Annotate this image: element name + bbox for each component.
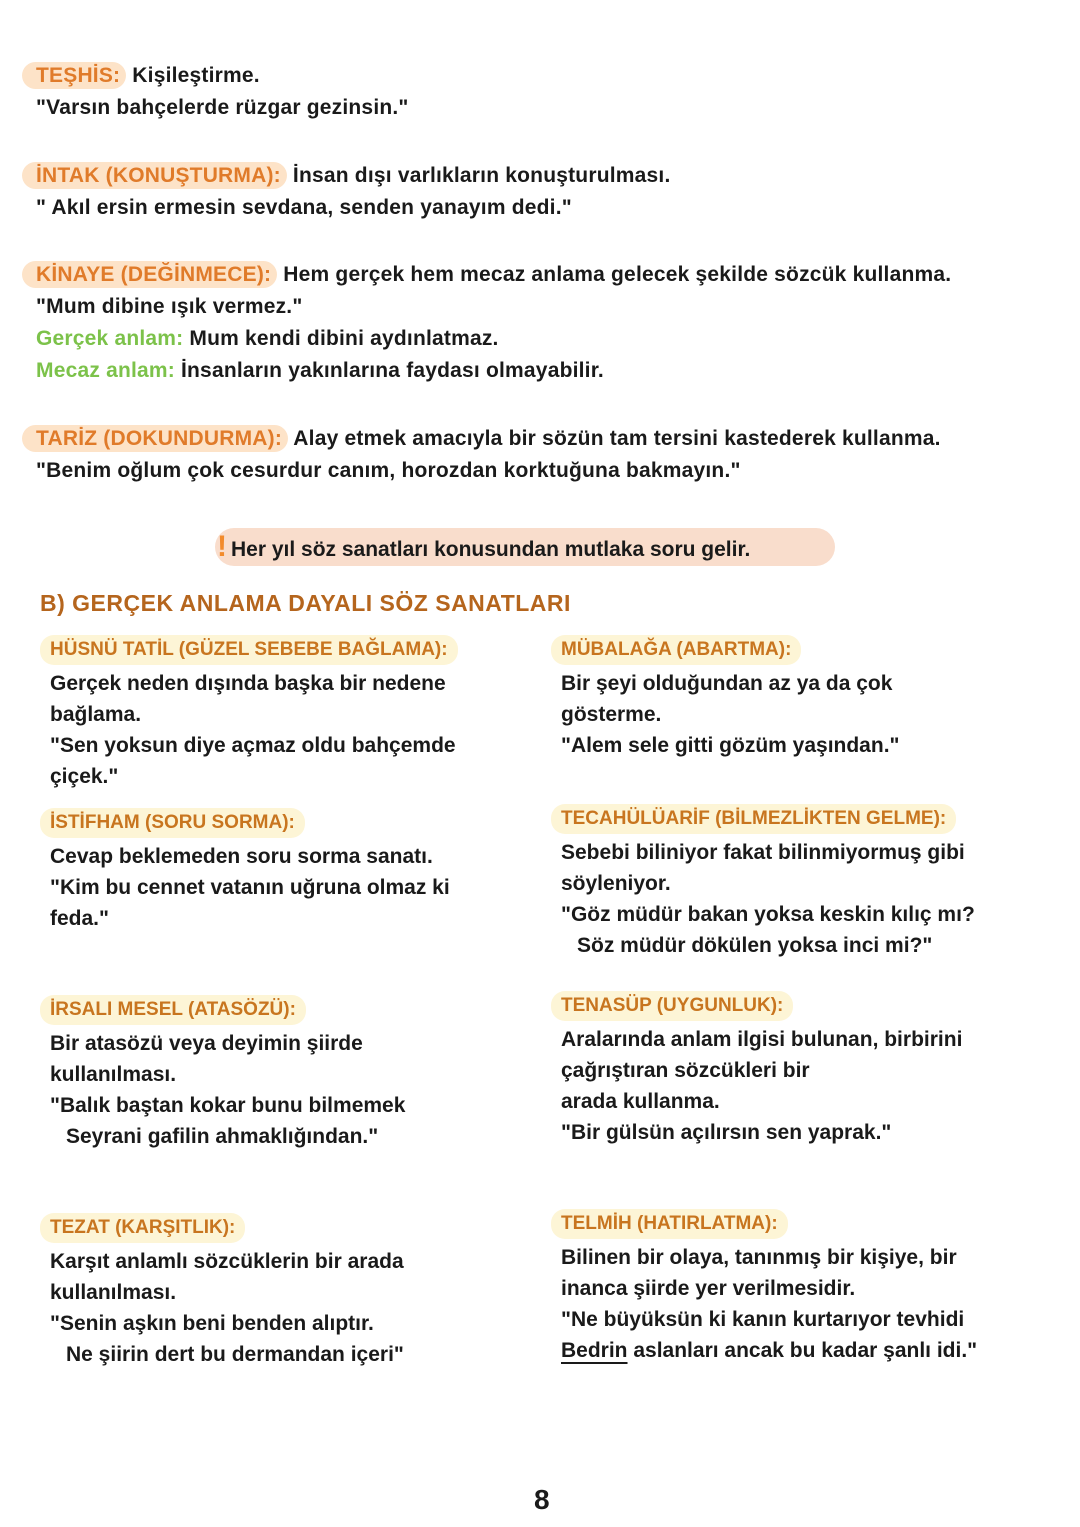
example: "Benim oğlum çok cesurdur canım, horozdan korktuğuna bakmayın." [36, 459, 741, 482]
term: TEZAT (KARŞITLIK): [40, 1213, 245, 1243]
text-line: kullanılması. [50, 1281, 177, 1304]
page-number: 8 [534, 1484, 550, 1515]
term: TECAHÜLÜARİF (BİLMEZLİKTEN GELME): [551, 804, 956, 834]
text-line: Aralarında anlam ilgisi bulunan, birbirini [561, 1028, 963, 1051]
term: KİNAYE (DEĞİNMECE): [22, 261, 277, 288]
text-line: çağrıştıran sözcükleri bir [561, 1059, 810, 1082]
text-line: gösterme. [561, 703, 662, 726]
text-line: "Senin aşkın beni benden alıptır. [50, 1312, 374, 1335]
entry-tezat [50, 1211, 404, 1370]
entry-irsali-mesel [50, 993, 405, 1152]
text-line: "Bir gülsün açılırsın sen yaprak." [561, 1121, 892, 1144]
text-line: aslanları ancak bu kadar şanlı idi." [627, 1339, 978, 1362]
example: " Akıl ersin ermesin sevdana, senden yanayım dedi." [36, 196, 572, 219]
exclamation-icon: ! [217, 530, 227, 563]
term: TENASÜP (UYGUNLUK): [551, 991, 793, 1021]
text-line: "Kim bu cennet vatanın uğruna olmaz ki [50, 876, 450, 899]
example: "Varsın bahçelerde rüzgar gezinsin." [36, 96, 409, 119]
real-meaning-text: Mum kendi dibini aydınlatmaz. [189, 327, 499, 350]
text-line: "Ne büyüksün ki kanın kurtarıyor tevhidi [561, 1308, 965, 1331]
entry-telmih [561, 1207, 977, 1366]
text-line: arada kullanma. [561, 1090, 720, 1113]
text-line: inanca şiirde yer verilmesidir. [561, 1277, 856, 1300]
text-line: "Balık baştan kokar bunu bilmemek [50, 1094, 406, 1117]
text-line: Bilinen bir olaya, tanınmış bir kişiye, bir [561, 1246, 957, 1269]
note-text: Her yıl söz sanatları konusundan mutlaka soru gelir. [231, 538, 751, 561]
text-line: Ne şiirin dert bu dermandan içeri" [66, 1343, 404, 1366]
text-line: Söz müdür dökülen yoksa inci mi?" [577, 934, 933, 957]
real-meaning-label: Gerçek anlam: [36, 327, 184, 350]
text-line: "Alem sele gitti gözüm yaşından." [561, 734, 900, 757]
term: İNTAK (KONUŞTURMA): [22, 162, 287, 189]
term: TEŞHİS: [22, 62, 126, 89]
figurative-meaning-label: Mecaz anlam: [36, 359, 175, 382]
text-line: Cevap beklemeden soru sorma sanatı. [50, 845, 433, 868]
section-b-title: B) GERÇEK ANLAMA DAYALI SÖZ SANATLARI [40, 590, 571, 616]
text-line: söyleniyor. [561, 872, 671, 895]
term: İSTİFHAM (SORU SORMA): [40, 808, 305, 838]
text-line: kullanılması. [50, 1063, 177, 1086]
definition: İnsan dışı varlıkların konuşturulması. [292, 164, 671, 187]
entry-mubalaga [561, 633, 899, 761]
entry-tenasup [561, 989, 962, 1148]
entry-teshis [36, 60, 409, 124]
definition: Kişileştirme. [132, 64, 260, 87]
text-line: Bir şeyi olduğundan az ya da çok [561, 672, 893, 695]
important-note [215, 528, 835, 566]
term: TARİZ (DOKUNDURMA): [22, 425, 288, 452]
term: İRSALI MESEL (ATASÖZÜ): [40, 995, 306, 1025]
entry-husnu-tatil [50, 633, 458, 792]
text-line: "Göz müdür bakan yoksa keskin kılıç mı? [561, 903, 975, 926]
definition: Alay etmek amacıyla bir sözün tam tersini kastederek kullanma. [293, 427, 941, 450]
text-line: Gerçek neden dışında başka bir nedene [50, 672, 446, 695]
entry-kinaye [36, 259, 951, 387]
entry-intak [36, 160, 670, 224]
text-line: Bir atasözü veya deyimin şiirde [50, 1032, 363, 1055]
text-line: feda." [50, 907, 109, 930]
term: MÜBALAĞA (ABARTMA): [551, 635, 801, 665]
underlined-word: Bedrin [561, 1339, 628, 1362]
term: HÜSNÜ TATİL (GÜZEL SEBEBE BAĞLAMA): [40, 635, 458, 665]
text-line: çiçek." [50, 765, 119, 788]
text-line: "Sen yoksun diye açmaz oldu bahçemde [50, 734, 456, 757]
definition: Hem gerçek hem mecaz anlama gelecek şekilde sözcük kullanma. [283, 263, 952, 286]
example: "Mum dibine ışık vermez." [36, 295, 303, 318]
entry-istifham [50, 806, 450, 934]
text-line: Seyrani gafilin ahmaklığından." [66, 1125, 379, 1148]
entry-tecahuluarif [561, 802, 975, 961]
text-line: Sebebi biliniyor fakat bilinmiyormuş gibi [561, 841, 965, 864]
text-line: Karşıt anlamlı sözcüklerin bir arada [50, 1250, 404, 1273]
figurative-meaning-text: İnsanların yakınlarına faydası olmayabilir. [181, 359, 604, 382]
term: TELMİH (HATIRLATMA): [551, 1209, 788, 1239]
entry-tariz [36, 423, 941, 487]
text-line: bağlama. [50, 703, 142, 726]
